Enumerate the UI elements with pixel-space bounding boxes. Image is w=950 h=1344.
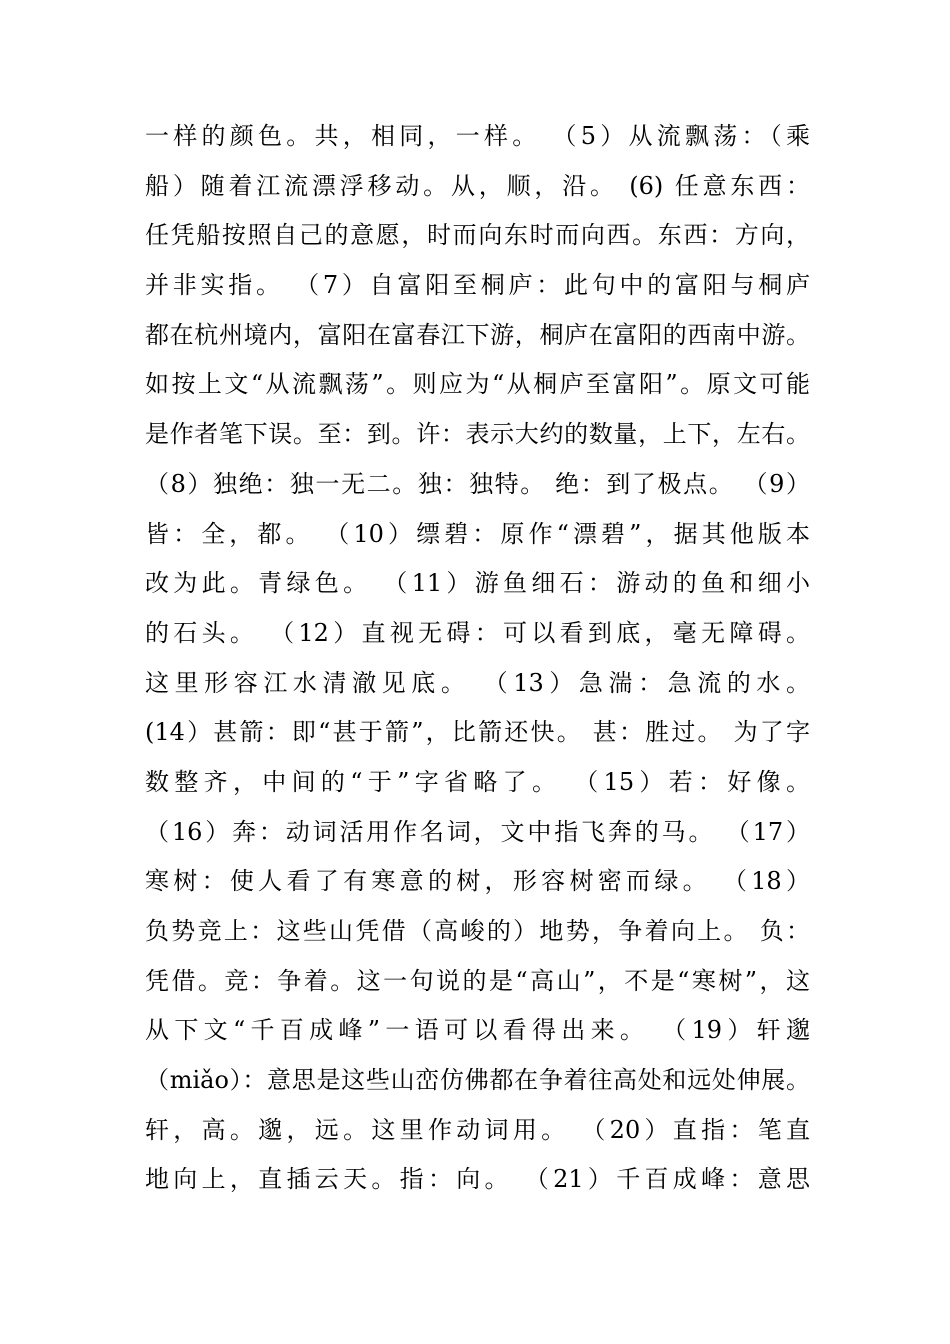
document-body	[145, 112, 810, 1205]
text-line: 船）随着江流漂浮移动。从，顺，沿。 (6) 任意东西：	[145, 171, 810, 200]
text-line: 皆：全，都。 （10）缥碧：原作“漂碧”，据其他版本	[145, 519, 810, 548]
text-line: 如按上文“从流飘荡”。则应为“从桐庐至富阳”。原文可能	[145, 370, 810, 399]
text-line: 数整齐，中间的“于”字省略了。 （15）若：好像。	[145, 767, 810, 796]
text-line: 轩，高。邈，远。这里作动词用。 （20）直指：笔直	[145, 1115, 810, 1144]
text-line: （16）奔：动词活用作名词，文中指飞奔的马。 （17）	[145, 817, 810, 846]
text-line: 任凭船按照自己的意愿，时而向东时而向西。东西：方向，	[145, 221, 810, 250]
text-line: 的石头。 （12）直视无碍：可以看到底，毫无障碍。	[145, 618, 810, 647]
text-line: （8）独绝：独一无二。独：独特。 绝：到了极点。 （9）	[145, 469, 810, 498]
text-line: 并非实指。 （7）自富阳至桐庐：此句中的富阳与桐庐	[145, 271, 810, 300]
text-line: (14）甚箭：即“甚于箭”，比箭还快。 甚：胜过。 为了字	[145, 718, 810, 747]
text-line: 这里形容江水清澈见底。 （13）急湍：急流的水。	[145, 668, 810, 697]
text-line: 地向上，直插云天。指：向。 （21）千百成峰：意思	[145, 1165, 810, 1194]
text-line: 寒树：使人看了有寒意的树，形容树密而绿。 （18）	[145, 867, 810, 896]
text-line: 改为此。青绿色。 （11）游鱼细石：游动的鱼和细小	[145, 569, 810, 598]
text-line: 负势竞上：这些山凭借（高峻的）地势，争着向上。 负：	[145, 917, 810, 945]
text-line: 一样的颜色。共，相同，一样。 （5）从流飘荡：（乘	[145, 122, 810, 150]
text-line: 从下文“千百成峰”一语可以看得出来。 （19）轩邈	[145, 1016, 810, 1045]
text-line: （miǎo）：意思是这些山峦仿佛都在争着往高处和远处伸展。	[145, 1066, 810, 1095]
text-line: 凭借。竞：争着。这一句说的是“高山”，不是“寒树”，这	[145, 966, 810, 995]
text-line: 都在杭州境内，富阳在富春江下游，桐庐在富阳的西南中游。	[145, 320, 810, 349]
text-line: 是作者笔下误。至：到。许：表示大约的数量，上下，左右。	[145, 420, 810, 449]
